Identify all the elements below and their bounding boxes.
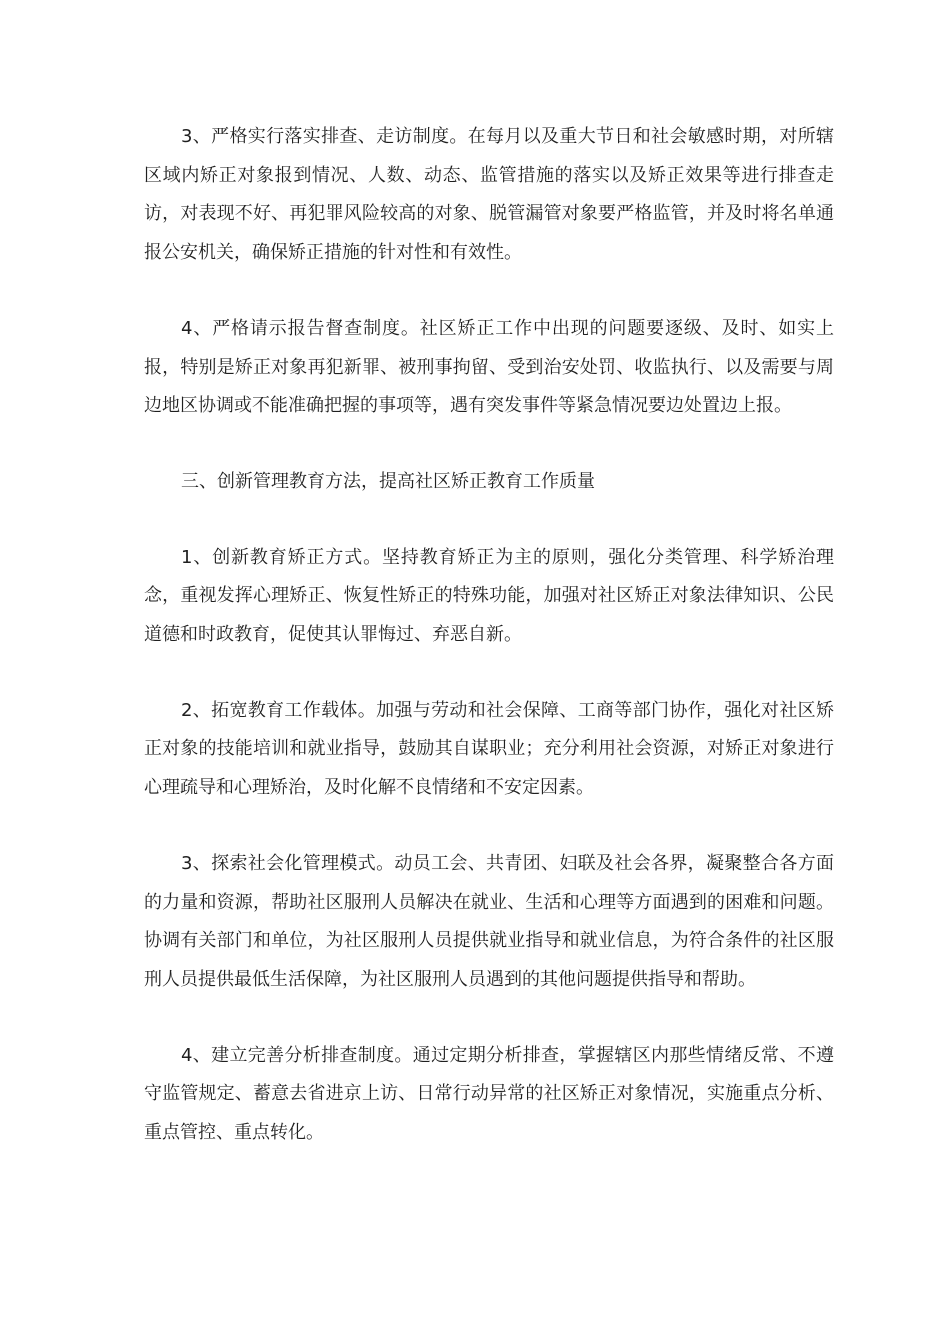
section-heading-three: 三、创新管理教育方法，提高社区矫正教育工作质量	[181, 470, 595, 492]
paragraph-education-correction-methods: 1、创新教育矫正方式。坚持教育矫正为主的原则，强化分类管理、科学矫治理念，重视发挥心理矫正、恢复性矫正的特殊功能，加强对社区矫正对象法律知识、公民道德和时政教育，促使其认罪悔过、弃恶自新。	[144, 546, 834, 646]
paragraph-socialized-management-mode: 3、探索社会化管理模式。动员工会、共青团、妇联及社会各界，凝聚整合各方面的力量和资源，帮助社区服刑人员解决在就业、生活和心理等方面遇到的困难和问题。协调有关部门和单位，为社区服刑人员提供就业指导和就业信息，为符合条件的社区服刑人员提供最低生活保障，为社区服刑人员遇到的其他问题提供指导和帮助。	[144, 852, 834, 990]
paragraph-reporting-supervision-system: 4、严格请示报告督查制度。社区矫正工作中出现的问题要逐级、及时、如实上报，特别是矫正对象再犯新罪、被刑事拘留、受到治安处罚、收监执行、以及需要与周边地区协调或不能准确把握的事项等，遇有突发事件等紧急情况要边处置边上报。	[144, 317, 834, 417]
paragraph-education-work-carriers: 2、拓宽教育工作载体。加强与劳动和社会保障、工商等部门协作，强化对社区矫正对象的技能培训和就业指导，鼓励其自谋职业；充分利用社会资源，对矫正对象进行心理疏导和心理矫治，及时化解不良情绪和不安定因素。	[144, 699, 834, 799]
document-body	[144, 118, 834, 1190]
paragraph-inspection-visit-system: 3、严格实行落实排查、走访制度。在每月以及重大节日和社会敏感时期，对所辖区域内矫正对象报到情况、人数、动态、监管措施的落实以及矫正效果等进行排查走访，对表现不好、再犯罪风险较高的对象、脱管漏管对象要严格监管，并及时将名单通报公安机关，确保矫正措施的针对性和有效性。	[144, 126, 834, 264]
paragraph-analysis-inspection-system: 4、建立完善分析排查制度。通过定期分析排查，掌握辖区内那些情绪反常、不遵守监管规定、蓄意去省进京上访、日常行动异常的社区矫正对象情况，实施重点分析、重点管控、重点转化。	[144, 1044, 834, 1144]
